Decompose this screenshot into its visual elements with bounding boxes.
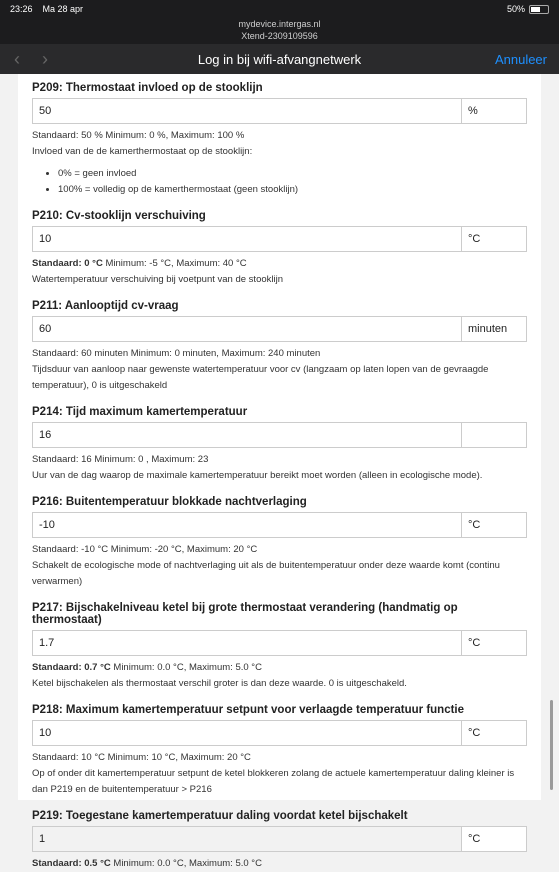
nav-bar	[0, 44, 559, 74]
parameter-block	[32, 82, 527, 198]
forward-arrow-icon[interactable]: ›	[42, 48, 48, 69]
parameter-title: P218: Maximum kamertemperatuur setpunt voor verlaagde temperatuur functie	[32, 704, 465, 716]
status-time: 23:26	[10, 4, 33, 14]
parameter-input-row	[32, 720, 527, 746]
parameter-range	[32, 256, 527, 272]
parameter-input-row	[32, 226, 527, 252]
parameter-value-input[interactable]: 50	[32, 98, 461, 124]
parameter-input-row	[32, 630, 527, 656]
status-bar	[0, 0, 559, 18]
parameter-title: P219: Toegestane kamertemperatuur daling voordat ketel bijschakelt	[32, 810, 408, 822]
status-date: Ma 28 apr	[42, 4, 84, 14]
parameter-title: P217: Bijschakelniveau ketel bij grote thermostaat verandering (handmatig op thermostaat)	[32, 602, 458, 626]
parameter-default: Standaard: 10 °C	[32, 752, 105, 763]
parameter-unit: °C	[461, 512, 527, 538]
parameter-value-input[interactable]: 1.7	[32, 630, 461, 656]
parameter-range	[32, 452, 527, 468]
parameter-unit: °C	[461, 826, 527, 852]
parameter-description: Watertemperatuur verschuiving bij voetpunt van de stooklijn	[32, 274, 283, 285]
cancel-button[interactable]: Annuleer	[494, 51, 547, 67]
parameter-block	[32, 496, 527, 590]
parameter-description: Ketel bijschakelen als thermostaat verschil groter is dan deze waarde. 0 is uitgeschakeld.	[32, 678, 407, 689]
parameter-unit	[461, 422, 527, 448]
parameter-description: Schakelt de ecologische mode of nachtverlaging uit als de buitentemperatuur onder deze waarde komt (continu verwarmen)	[32, 560, 500, 587]
parameter-default: Standaard: 0.5 °C	[32, 858, 111, 869]
scrollbar[interactable]	[550, 700, 553, 790]
parameter-description: Tijdsduur van aanloop naar gewenste watertemperatuur voor cv (langzaam op laten lopen van de gevraagde temperatuur), 0 is uitgeschakeld	[32, 364, 489, 391]
parameter-min-max: Minimum: 0.0 °C, Maximum: 5.0 °C	[110, 662, 262, 673]
parameter-unit: %	[461, 98, 527, 124]
parameter-unit: minuten	[461, 316, 527, 342]
parameter-min-max: Minimum: -5 °C, Maximum: 40 °C	[102, 258, 247, 269]
parameter-range	[32, 128, 527, 144]
parameter-options-list	[58, 166, 527, 198]
parameter-block	[32, 704, 527, 798]
parameter-title: P210: Cv-stooklijn verschuiving	[32, 210, 206, 222]
parameter-value-input[interactable]: 1	[32, 826, 461, 852]
parameter-input-row	[32, 512, 527, 538]
parameter-min-max: Minimum: 10 °C, Maximum: 20 °C	[105, 752, 251, 763]
url-bar	[0, 18, 559, 44]
parameter-min-max: Minimum: -20 °C, Maximum: 20 °C	[108, 544, 258, 555]
parameter-description: Invloed van de de kamerthermostaat op de stooklijn:	[32, 146, 253, 157]
parameter-range	[32, 542, 527, 558]
back-arrow-icon[interactable]: ‹	[14, 48, 20, 69]
parameter-description: Uur van de dag waarop de maximale kamertemperatuur bereikt moet worden (alleen in ecologische mode).	[32, 470, 483, 481]
parameter-default: Standaard: 0.7 °C	[32, 662, 111, 673]
battery-percent: 50%	[506, 4, 525, 14]
parameter-value-input[interactable]: 10	[32, 226, 461, 252]
list-item: • 100% = volledig op de kamerthermostaat (geen stooklijn)	[58, 182, 527, 198]
parameter-min-max: Minimum: 0 , Maximum: 23	[91, 454, 209, 465]
parameter-value-input[interactable]: 16	[32, 422, 461, 448]
parameter-default: Standaard: 16	[32, 454, 92, 465]
url-device: Xtend-2309109596	[241, 31, 318, 41]
url-domain: mydevice.intergas.nl	[238, 19, 321, 29]
parameter-range	[32, 660, 527, 676]
parameter-input-row	[32, 422, 527, 448]
parameter-title: P216: Buitentemperatuur blokkade nachtverlaging	[32, 496, 307, 508]
parameter-min-max: Minimum: 0.0 °C, Maximum: 5.0 °C	[110, 858, 262, 869]
list-item: • 0% = geen invloed	[58, 166, 527, 182]
parameter-unit: °C	[461, 226, 527, 252]
parameter-range	[32, 750, 527, 766]
parameter-value-input[interactable]: 10	[32, 720, 461, 746]
settings-panel	[18, 74, 541, 869]
parameter-range	[32, 346, 527, 362]
parameter-block	[32, 406, 527, 484]
parameter-min-max: Minimum: 0 minuten, Maximum: 240 minuten	[128, 348, 321, 359]
parameter-input-row	[32, 826, 527, 852]
parameter-block	[32, 810, 527, 872]
parameter-title: P209: Thermostaat invloed op de stooklijn	[32, 82, 263, 94]
parameter-title: P214: Tijd maximum kamertemperatuur	[32, 406, 248, 418]
parameter-default: Standaard: 50 %	[32, 130, 103, 141]
battery-icon	[529, 5, 549, 14]
nav-title: Log in bij wifi-afvangnetwerk	[197, 51, 362, 67]
status-right	[507, 4, 549, 14]
parameter-input-row	[32, 316, 527, 342]
parameter-range	[32, 856, 527, 872]
parameter-value-input[interactable]: -10	[32, 512, 461, 538]
parameter-description: Op of onder dit kamertemperatuur setpunt de ketel blokkeren zolang de actuele kamertemperatuur daling kleiner is dan P219 en de buitentemperatuur > P216	[32, 768, 515, 795]
parameter-input-row	[32, 98, 527, 124]
parameter-block	[32, 210, 527, 288]
parameter-default: Standaard: 0 °C	[32, 258, 103, 269]
parameter-unit: °C	[461, 630, 527, 656]
parameter-default: Standaard: -10 °C	[32, 544, 109, 555]
parameter-default: Standaard: 60 minuten	[32, 348, 129, 359]
parameter-unit: °C	[461, 720, 527, 746]
parameter-title: P211: Aanlooptijd cv-vraag	[32, 300, 179, 312]
parameter-value-input[interactable]: 60	[32, 316, 461, 342]
parameter-block	[32, 300, 527, 394]
parameter-min-max: Minimum: 0 %, Maximum: 100 %	[102, 130, 245, 141]
parameter-block	[32, 602, 527, 692]
